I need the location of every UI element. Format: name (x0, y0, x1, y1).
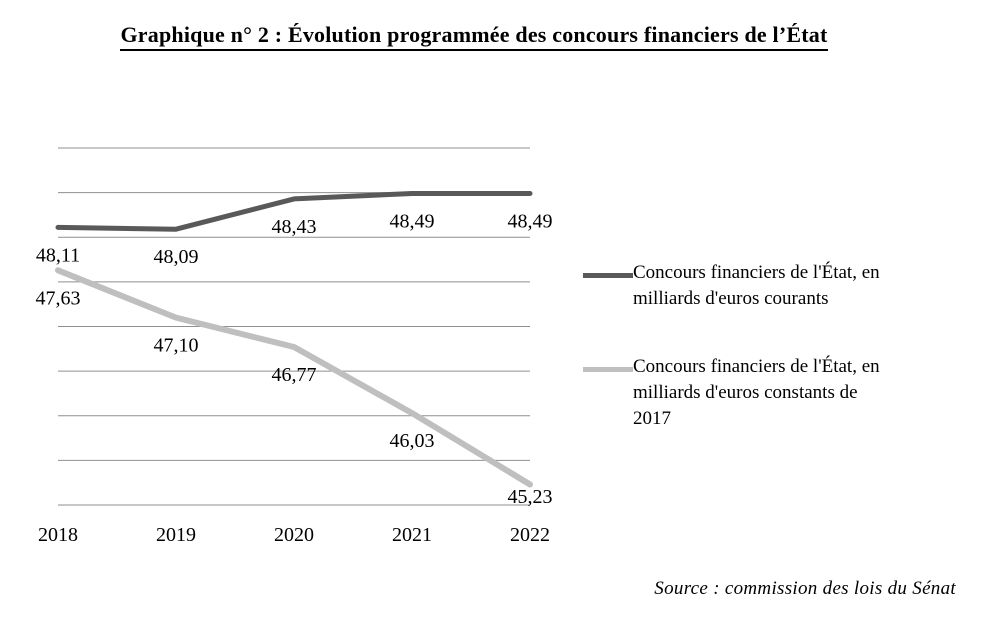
data-label: 46,03 (389, 430, 435, 453)
data-label: 48,49 (389, 210, 435, 233)
data-label: 48,11 (35, 244, 81, 267)
x-axis-label: 2019 (156, 524, 196, 546)
x-axis-label: 2021 (392, 524, 432, 546)
x-axis-label: 2020 (274, 524, 314, 546)
data-label: 46,77 (271, 364, 317, 386)
data-label: 48,09 (153, 246, 199, 269)
data-label: 48,49 (507, 210, 553, 233)
legend-label-constants: Concours financiers de l'État, en milliards d'euros constants de 2017 (633, 356, 880, 429)
x-axis-label: 2018 (38, 524, 78, 546)
source-note: Source : commission des lois du Sénat (654, 578, 956, 599)
data-label: 47,10 (153, 334, 199, 357)
page-title: Graphique n° 2 : Évolution programmée des concours financiers de l’État (120, 22, 827, 51)
x-axis-label: 2022 (510, 524, 550, 546)
legend-swatch-constants (583, 367, 633, 372)
legend-label-courants: Concours financiers de l'État, en milliards d'euros courants (633, 262, 880, 309)
legend-swatch-courants (583, 273, 633, 278)
data-label: 48,43 (271, 215, 317, 238)
data-label: 45,23 (507, 486, 553, 508)
data-label: 47,63 (35, 287, 81, 310)
